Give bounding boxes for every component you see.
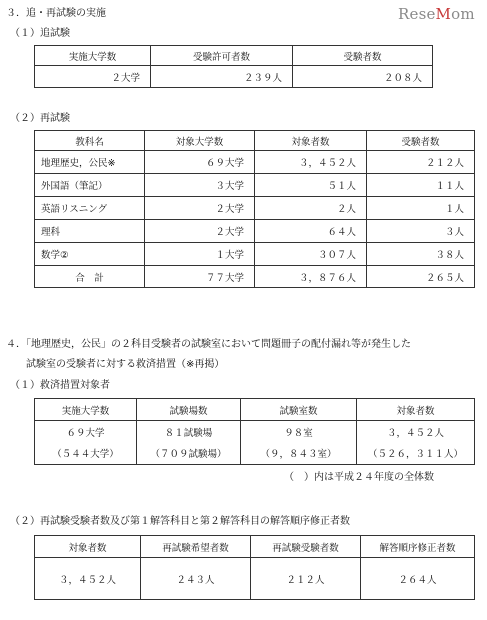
table-cell: ８１試験場 bbox=[137, 421, 241, 443]
header-cell: 再試験受験者数 bbox=[251, 536, 361, 558]
table-cell: ３，４５２人 bbox=[35, 558, 141, 600]
subsection-relief-targets: （１）救済措置対象者 bbox=[10, 380, 110, 391]
table-note: （ ）内は平成２４年度の全体数 bbox=[284, 472, 434, 483]
section4-heading-line2: 試験室の受験者に対する救済措置（※再掲） bbox=[26, 359, 225, 370]
table-cell: （７０９試験場） bbox=[137, 443, 241, 465]
table-cell: ３８人 bbox=[367, 243, 475, 266]
table-cell: ３，４５２人 bbox=[255, 151, 367, 174]
header-cell: 対象者数 bbox=[255, 131, 367, 151]
table-cell: 地理歴史，公民※ bbox=[35, 151, 145, 174]
header-cell: 対象者数 bbox=[357, 399, 475, 421]
table-cell: ３０７人 bbox=[255, 243, 367, 266]
table-cell: ３人 bbox=[367, 220, 475, 243]
table-cell: １１人 bbox=[367, 174, 475, 197]
header-cell: 再試験希望者数 bbox=[141, 536, 251, 558]
table-cell: ２４３人 bbox=[141, 558, 251, 600]
relief-targets-table bbox=[34, 398, 475, 465]
header-cell: 対象大学数 bbox=[145, 131, 255, 151]
total-cell: ２６５人 bbox=[367, 266, 475, 288]
table-cell: 外国語（筆記） bbox=[35, 174, 145, 197]
header-cell: 教科名 bbox=[35, 131, 145, 151]
subsection-makeup-exam: （１）追試験 bbox=[10, 28, 70, 39]
table-cell: ３大学 bbox=[145, 174, 255, 197]
header-cell: 受験許可者数 bbox=[151, 46, 293, 66]
table-cell: ２大学 bbox=[145, 220, 255, 243]
table-cell: ６９大学 bbox=[145, 151, 255, 174]
table-cell: 英語リスニング bbox=[35, 197, 145, 220]
table-cell: ３，４５２人 bbox=[357, 421, 475, 443]
re-exam-counts-table bbox=[34, 535, 475, 600]
makeup-exam-table bbox=[34, 45, 433, 88]
table-cell: ２大学 bbox=[35, 66, 151, 88]
section4-heading bbox=[6, 338, 411, 372]
table-cell: ５１人 bbox=[255, 174, 367, 197]
table-cell: 数学② bbox=[35, 243, 145, 266]
subsection-re-exam-counts: （２）再試験受験者数及び第１解答科目と第２解答科目の解答順序修正者数 bbox=[10, 516, 350, 527]
table-cell: （５２６，３１１人） bbox=[357, 443, 475, 465]
table-cell: 理科 bbox=[35, 220, 145, 243]
header-cell: 試験場数 bbox=[137, 399, 241, 421]
header-cell: 試験室数 bbox=[241, 399, 357, 421]
section4-heading-line1: ４．「地理歴史，公民」の２科目受験者の試験室において問題冊子の配付漏れ等が発生した bbox=[6, 339, 411, 350]
subsection-re-exam: （２）再試験 bbox=[10, 113, 70, 124]
table-cell: １大学 bbox=[145, 243, 255, 266]
header-cell: 実施大学数 bbox=[35, 399, 137, 421]
table-cell: ９８室 bbox=[241, 421, 357, 443]
table-cell: ６９大学 bbox=[35, 421, 137, 443]
section3-heading: ３．追・再試験の実施 bbox=[6, 8, 106, 19]
table-cell: ２１２人 bbox=[251, 558, 361, 600]
table-cell: ２１２人 bbox=[367, 151, 475, 174]
header-cell: 解答順序修正者数 bbox=[361, 536, 475, 558]
header-cell: 実施大学数 bbox=[35, 46, 151, 66]
table-cell: ２０８人 bbox=[293, 66, 433, 88]
total-cell: ７７大学 bbox=[145, 266, 255, 288]
total-cell: ３，８７６人 bbox=[255, 266, 367, 288]
total-label-cell: 合 計 bbox=[35, 266, 145, 288]
table-cell: （９，８４３室） bbox=[241, 443, 357, 465]
table-cell: ２大学 bbox=[145, 197, 255, 220]
header-cell: 対象者数 bbox=[35, 536, 141, 558]
table-cell: ２人 bbox=[255, 197, 367, 220]
header-cell: 受験者数 bbox=[293, 46, 433, 66]
table-cell: （５４４大学） bbox=[35, 443, 137, 465]
table-cell: ２３９人 bbox=[151, 66, 293, 88]
table-cell: ６４人 bbox=[255, 220, 367, 243]
header-cell: 受験者数 bbox=[367, 131, 475, 151]
table-cell: １人 bbox=[367, 197, 475, 220]
re-exam-table bbox=[34, 130, 475, 288]
resemom-logo: ReseMom bbox=[398, 5, 475, 23]
table-cell: ２６４人 bbox=[361, 558, 475, 600]
